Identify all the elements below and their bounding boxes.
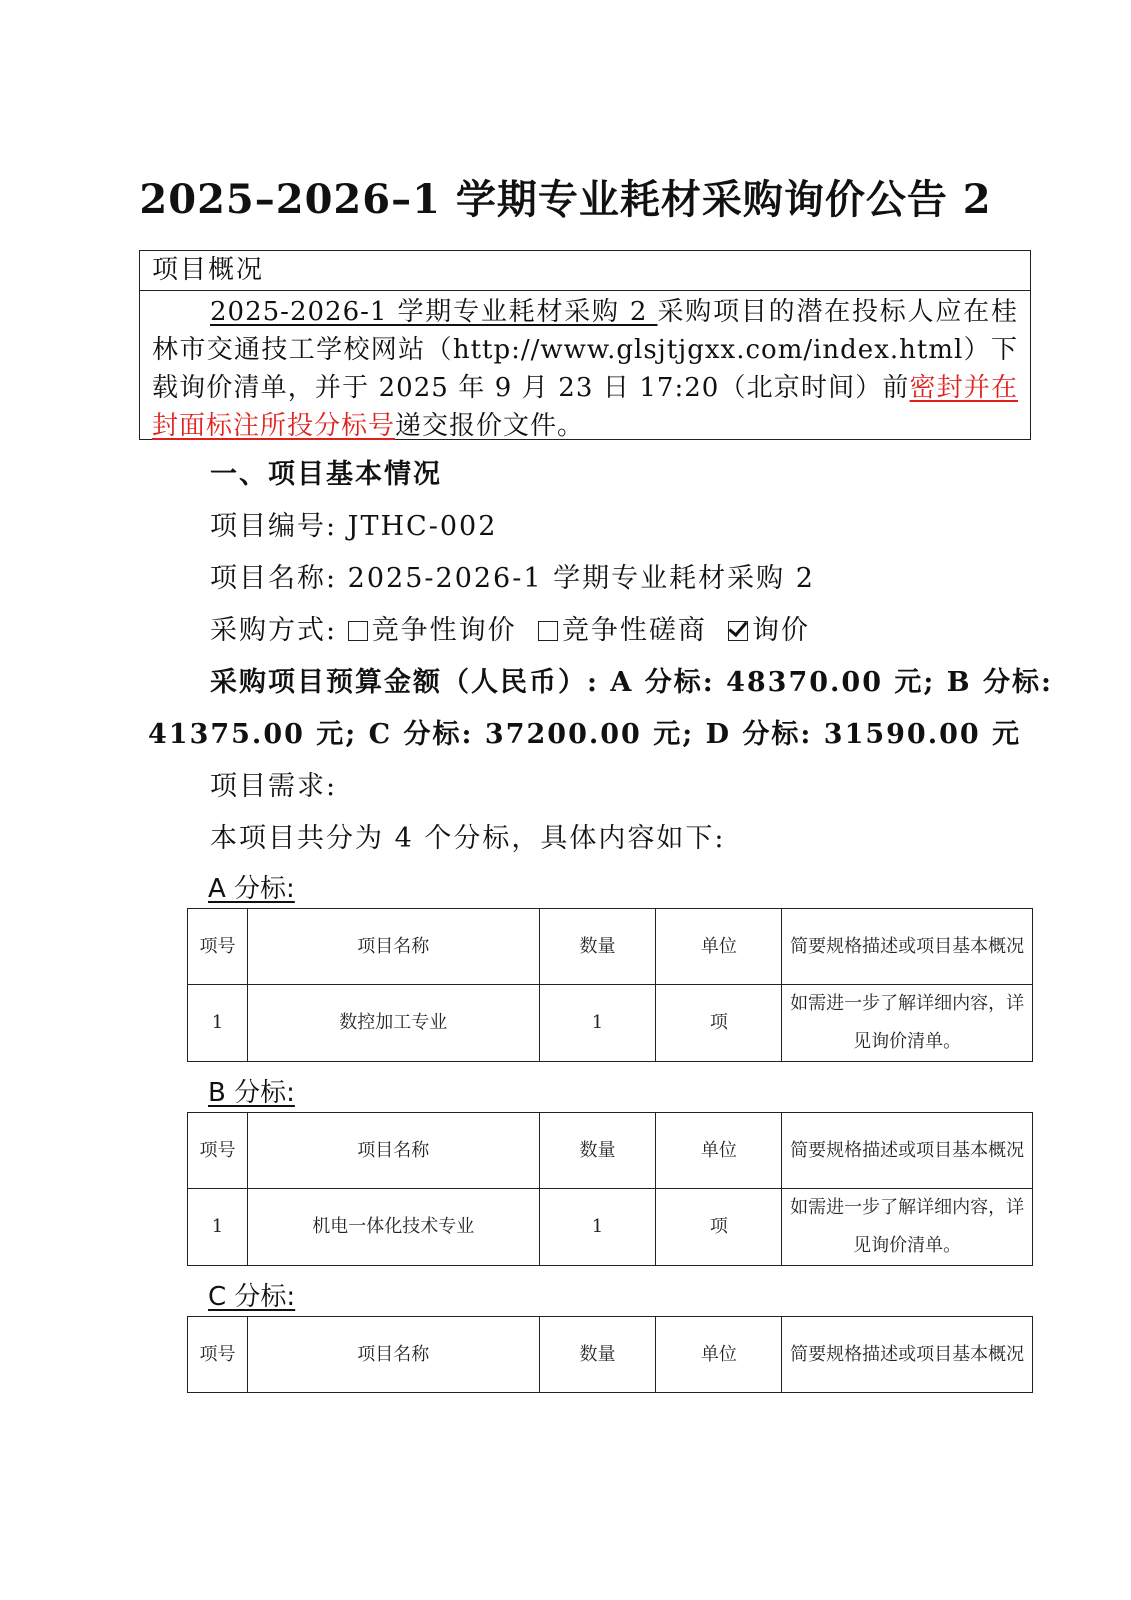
method-option-competitive-inquiry[interactable]: 竞争性询价 (348, 615, 517, 646)
cell-description: 如需进一步了解详细内容，详见询价清单。 (782, 1189, 1033, 1266)
cell-item-name: 机电一体化技术专业 (247, 1189, 539, 1266)
table-header-row (188, 909, 1033, 985)
header-cell: 单位 (656, 1113, 782, 1189)
cell-unit: 项 (656, 1189, 782, 1266)
header-cell: 项号 (188, 1113, 248, 1189)
lot-b-label: B 分标: (208, 1078, 295, 1108)
project-ref: 2025-2026-1 学期专业耗材采购 2 (210, 297, 658, 327)
overview-text-2: 递交报价文件。 (395, 411, 585, 441)
lots-intro: 本项目共分为 4 个分标，具体内容如下: (210, 823, 726, 854)
lot-c-table (187, 1316, 1033, 1393)
header-cell: 简要规格描述或项目基本概况 (782, 909, 1033, 985)
cell-item-no: 1 (188, 985, 248, 1062)
table-row (188, 985, 1033, 1062)
procurement-method (210, 608, 810, 647)
overview-box (139, 250, 1031, 440)
table-row (188, 1189, 1033, 1266)
method-label: 采购方式: (210, 615, 348, 646)
header-cell: 单位 (656, 909, 782, 985)
cell-item-name: 数控加工专业 (247, 985, 539, 1062)
header-cell: 数量 (539, 1317, 656, 1393)
header-cell: 简要规格描述或项目基本概况 (782, 1317, 1033, 1393)
cell-description: 如需进一步了解详细内容，详见询价清单。 (782, 985, 1033, 1062)
budget-line-2: 41375.00 元; C 分标: 37200.00 元; D 分标: 31590.00 元 (148, 719, 1022, 750)
header-cell: 项号 (188, 1317, 248, 1393)
project-number: 项目编号: JTHC-002 (210, 511, 498, 542)
header-cell: 简要规格描述或项目基本概况 (782, 1113, 1033, 1189)
header-cell: 项目名称 (247, 909, 539, 985)
lot-a-label: A 分标: (208, 874, 295, 904)
project-needs: 项目需求: (210, 771, 338, 802)
header-cell: 项号 (188, 909, 248, 985)
seal-instruction: 密封并在封面标注所投分标号 (152, 373, 1018, 441)
lot-c-label: C 分标: (208, 1282, 296, 1312)
overview-text (140, 291, 1030, 445)
header-cell: 单位 (656, 1317, 782, 1393)
cell-quantity: 1 (539, 985, 656, 1062)
checked-checkbox-icon[interactable] (728, 621, 748, 641)
overview-heading: 项目概况 (140, 251, 1030, 291)
header-cell: 数量 (539, 1113, 656, 1189)
header-cell: 数量 (539, 909, 656, 985)
cell-unit: 项 (656, 985, 782, 1062)
header-cell: 项目名称 (247, 1113, 539, 1189)
table-header-row (188, 1317, 1033, 1393)
table-header-row (188, 1113, 1033, 1189)
cell-item-no: 1 (188, 1189, 248, 1266)
method-option-competitive-negotiation[interactable]: 竞争性磋商 (538, 615, 707, 646)
project-name: 项目名称: 2025-2026-1 学期专业耗材采购 2 (210, 563, 815, 594)
method-option-inquiry[interactable]: 询价 (728, 615, 810, 646)
lot-a-table (187, 908, 1033, 1062)
overview-text-1: 采购项目的潜在投标人应在桂林市交通技工学校网站（http://www.glsjtjgxx.com/index.html）下载询价清单，并于 2025 年 9 月 23 日 17:20（北京时间）前 (152, 297, 1018, 403)
page-title: 2025–2026–1 学期专业耗材采购询价公告 2 (139, 176, 992, 223)
checkbox-icon[interactable] (348, 621, 368, 641)
budget-line-1: 采购项目预算金额（人民币）: A 分标: 48370.00 元; B 分标: (210, 667, 1053, 698)
section-heading: 一、项目基本情况 (210, 459, 442, 490)
lot-b-table (187, 1112, 1033, 1266)
checkbox-icon[interactable] (538, 621, 558, 641)
cell-quantity: 1 (539, 1189, 656, 1266)
header-cell: 项目名称 (247, 1317, 539, 1393)
